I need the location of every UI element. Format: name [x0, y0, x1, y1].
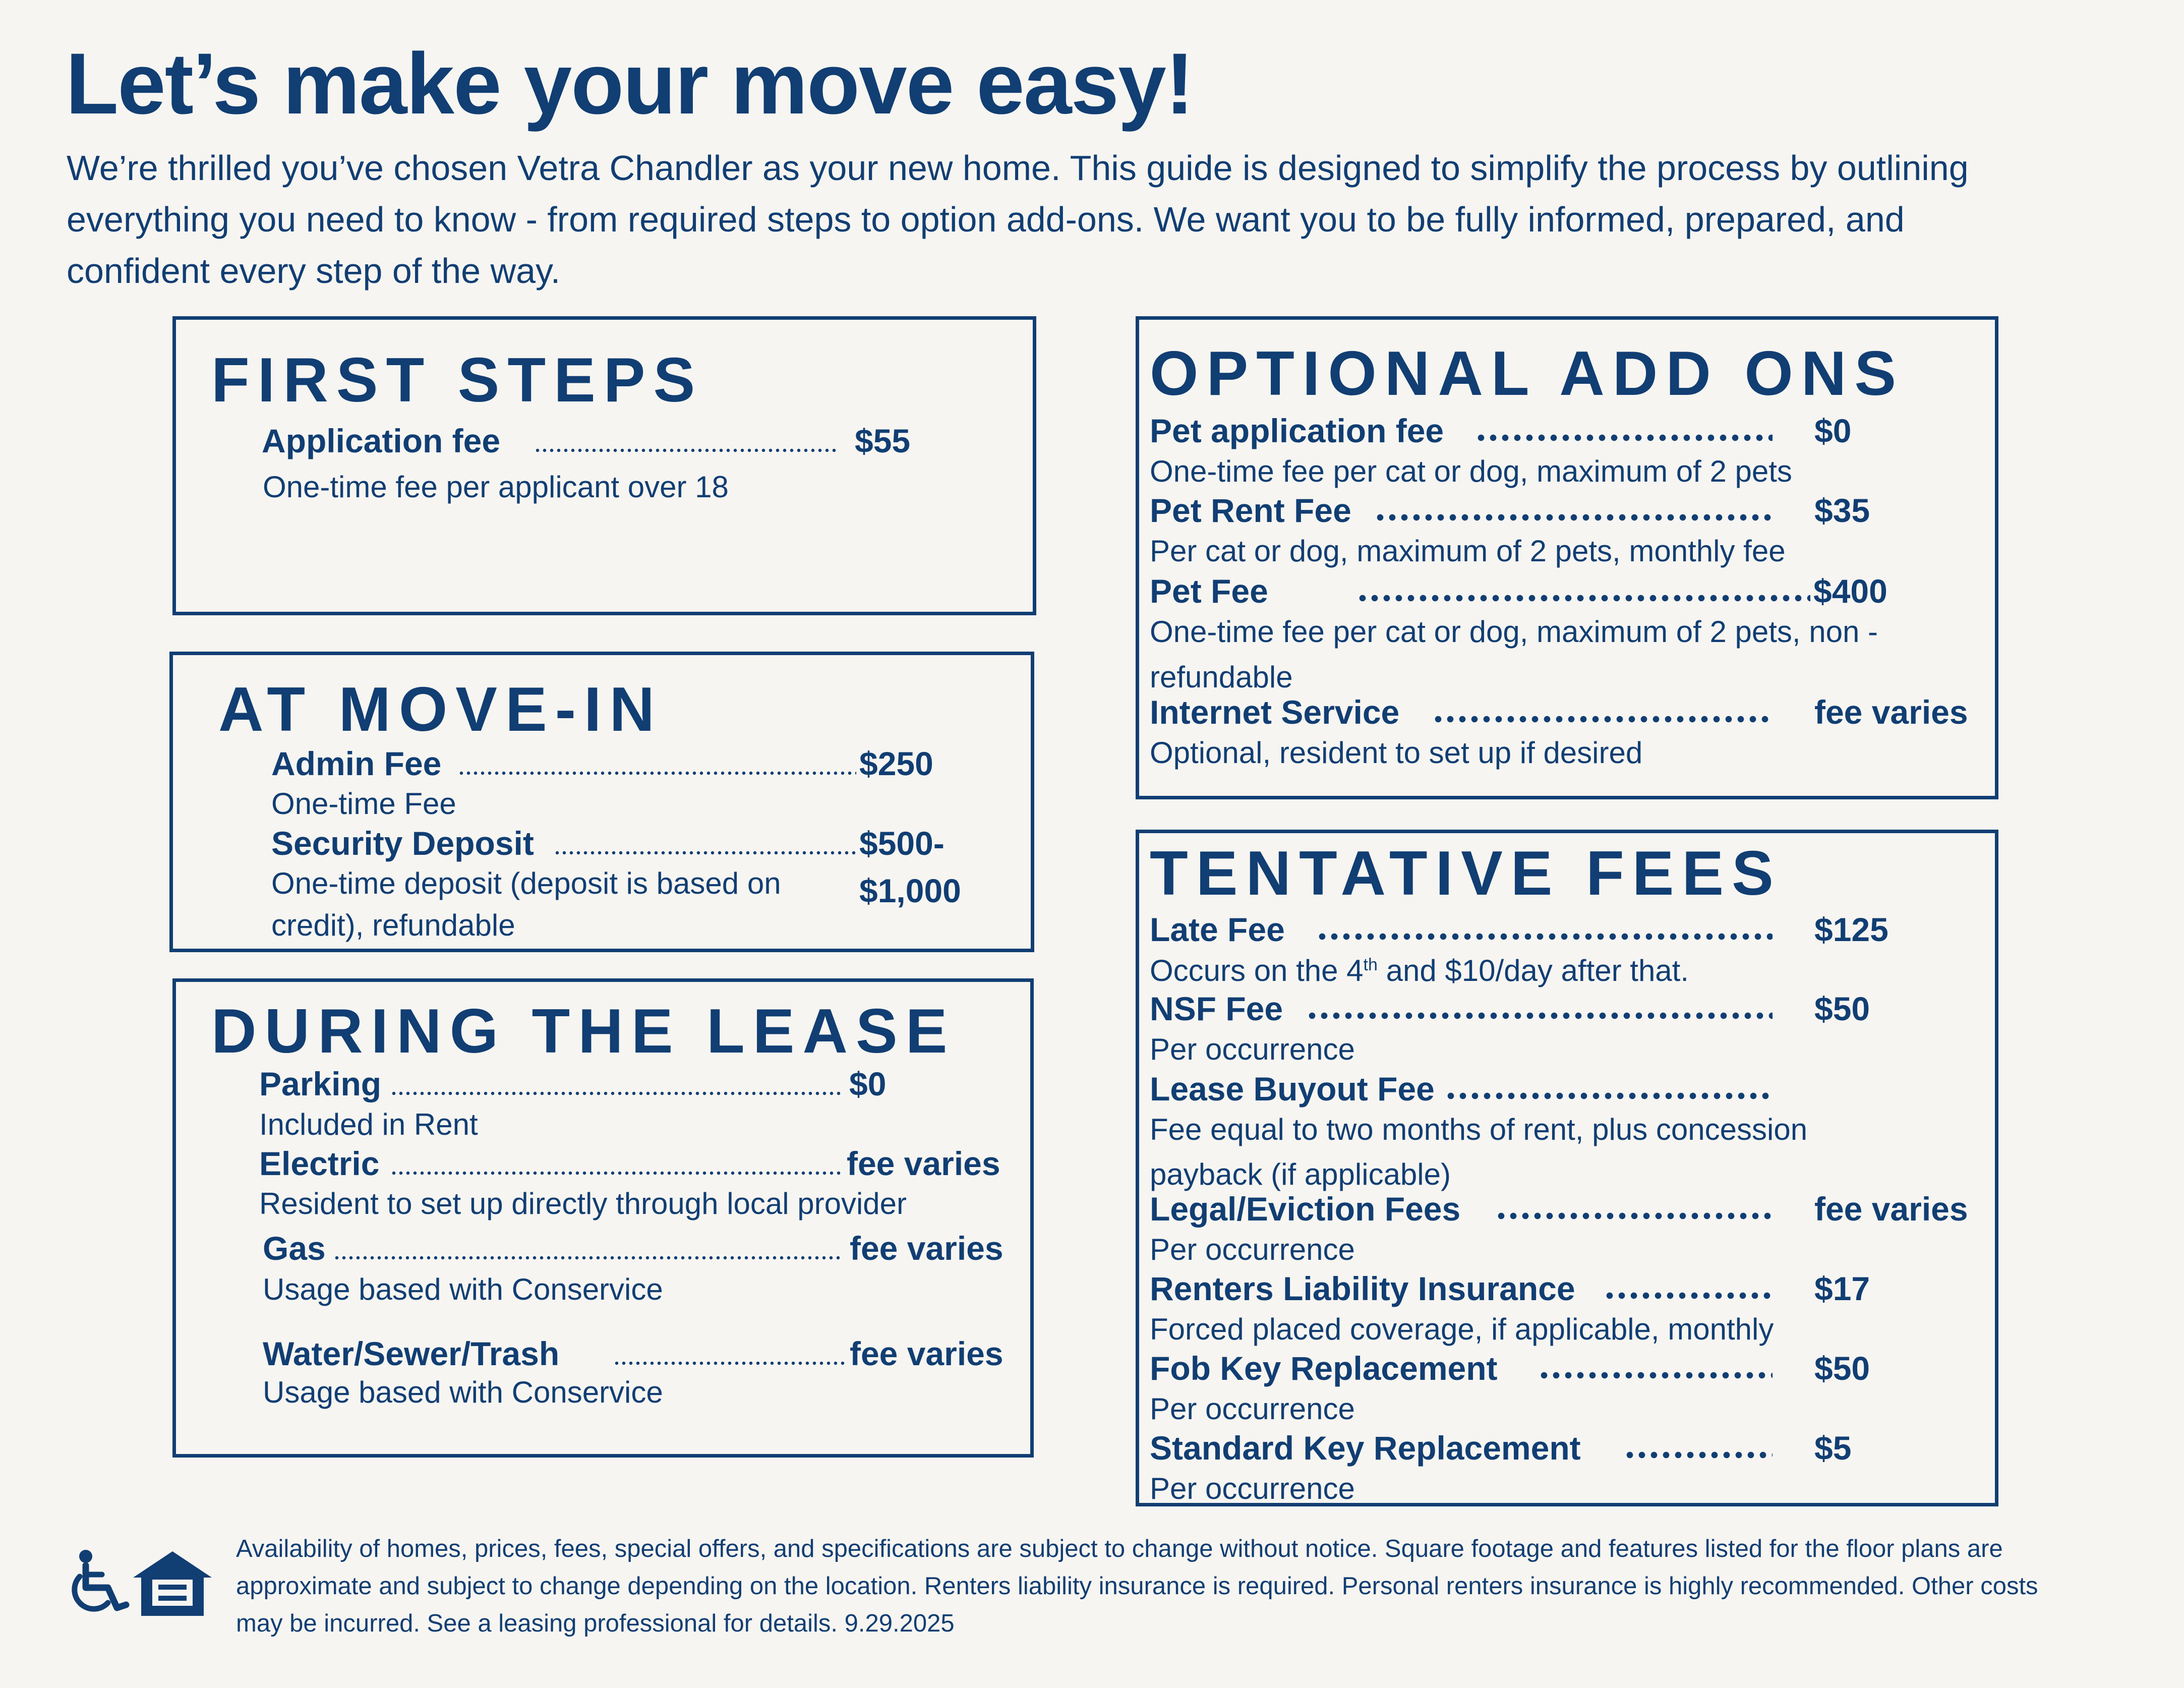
fee-price: fee varies [850, 1335, 1004, 1372]
fee-price: $35 [1814, 492, 1870, 529]
dot-leader [1432, 714, 1773, 724]
fee-description: Occurs on the 4th and $10/day after that. [1150, 954, 1689, 987]
dot-leader [613, 1360, 845, 1367]
tentative-fees-box [1136, 830, 1998, 1506]
fee-price: $5 [1814, 1429, 1852, 1467]
dot-leader [390, 1170, 842, 1177]
security-deposit-row [271, 823, 977, 863]
intro-text: We’re thrilled you’ve chosen Vetra Chandler as your new home. This guide is designed to simplify the process by outlining everything you need to know - from required steps to option add-ons. We want you to be fully informed, prepared, and confident every step of the way. [67, 148, 1969, 290]
pet-application-fee-row [1150, 411, 1997, 451]
tentative-title: TENTATIVE FEES [1150, 839, 1782, 908]
footer-disclaimer: Availability of homes, prices, fees, special offers, and specifications are subject to change without notice. Square footage and features listed for the floor plans are approximate and subject to change depending on the location. Renters liability insurance is required. Personal renters insurance is highly recommended. Other costs may be incurred. See a leasing professional for details. 9.29.2025 [236, 1535, 2038, 1637]
fee-price: $50 [1814, 990, 1870, 1027]
fee-price: fee varies [1814, 1190, 1968, 1228]
fee-description: Fee equal to two months of rent, plus concession [1150, 1113, 1808, 1146]
dot-leader [1624, 1450, 1773, 1460]
fee-description: Per occurrence [1150, 1472, 1355, 1505]
fee-description: One-time Fee [271, 787, 456, 821]
admin-fee-row [271, 743, 977, 784]
fee-label: NSF Fee [1150, 990, 1283, 1027]
move-in-box [169, 652, 1034, 952]
during-lease-title: DURING THE LEASE [211, 997, 956, 1066]
dot-leader [1445, 1091, 1773, 1101]
pet-rent-fee-row [1150, 490, 1997, 531]
dot-leader [1306, 1011, 1773, 1021]
fee-description: payback (if applicable) [1150, 1157, 1451, 1191]
fee-description: Per occurrence [1150, 1233, 1355, 1266]
gas-row [263, 1228, 1034, 1268]
dot-leader [1356, 593, 1810, 603]
fee-description: credit), refundable [271, 908, 515, 942]
fee-label: Pet Rent Fee [1150, 492, 1351, 529]
fee-label: Lease Buyout Fee [1150, 1070, 1435, 1108]
fee-price: $0 [1814, 412, 1852, 449]
fee-price: $400 [1813, 572, 1887, 610]
fee-label: Pet application fee [1150, 412, 1444, 449]
fee-price: $17 [1814, 1270, 1870, 1307]
pet-fee-row [1150, 571, 1997, 611]
renters-liability-insurance-row [1150, 1268, 1997, 1309]
accessibility-icon [65, 1548, 130, 1619]
fee-description: One-time deposit (deposit is based on [271, 866, 781, 900]
optional-add-ons-box [1136, 316, 1998, 799]
fee-price: $50 [1814, 1350, 1870, 1387]
dot-leader [1475, 433, 1773, 443]
fee-label: Pet Fee [1150, 572, 1268, 610]
optional-title: OPTIONAL ADD ONS [1150, 339, 1905, 409]
fee-label: Gas [263, 1230, 326, 1267]
fee-description: Optional, resident to set up if desired [1150, 736, 1643, 770]
water-sewer-trash-row [263, 1333, 1034, 1374]
legal-eviction-fees-row [1150, 1189, 1997, 1229]
dot-leader [1374, 512, 1773, 522]
fee-label: Application fee [262, 422, 501, 459]
page-title: Let’s make your move easy! [66, 35, 1194, 132]
fee-price: fee varies [850, 1230, 1004, 1267]
application-fee-row [262, 421, 917, 461]
dot-leader [333, 1254, 843, 1261]
dot-leader [1538, 1370, 1773, 1380]
fee-price: $500- [859, 825, 945, 862]
fee-label: Renters Liability Insurance [1150, 1270, 1575, 1307]
fee-description: One-time fee per cat or dog, maximum of 2 pets, non - [1150, 615, 1878, 649]
fee-description: Per cat or dog, maximum of 2 pets, monthly fee [1150, 534, 1786, 568]
fee-label: Security Deposit [271, 825, 534, 862]
dot-leader [554, 849, 856, 856]
dot-leader [458, 770, 856, 777]
fee-description: One-time fee per cat or dog, maximum of 2 pets [1150, 454, 1792, 488]
fee-label: Legal/Eviction Fees [1150, 1190, 1461, 1228]
fee-price: fee varies [1814, 693, 1968, 731]
fee-description: refundable [1150, 660, 1293, 694]
dot-leader [1316, 932, 1773, 942]
parking-row [259, 1064, 1016, 1104]
fee-description: Per occurrence [1150, 1032, 1355, 1066]
fee-description: Forced placed coverage, if applicable, monthly [1150, 1312, 1774, 1346]
fee-description: Usage based with Conservice [263, 1375, 663, 1409]
fee-description: Per occurrence [1150, 1392, 1355, 1426]
fee-description: Resident to set up directly through local provider [259, 1187, 907, 1220]
fee-price: $0 [849, 1065, 887, 1102]
first-steps-title: FIRST STEPS [211, 345, 703, 415]
fee-price: $55 [855, 422, 911, 459]
fee-label: Electric [259, 1145, 380, 1182]
fee-description: Included in Rent [259, 1108, 478, 1141]
internet-service-row [1150, 692, 1997, 732]
fee-description: One-time fee per applicant over 18 [263, 470, 729, 504]
fee-price: $250 [859, 745, 933, 782]
first-steps-box [172, 316, 1036, 615]
dot-leader [390, 1090, 842, 1097]
lease-buyout-fee-row [1150, 1069, 1997, 1109]
fee-label: Internet Service [1150, 693, 1400, 731]
fee-description: Usage based with Conservice [263, 1272, 663, 1306]
fee-label: Parking [259, 1065, 382, 1102]
fee-price-secondary: $1,000 [859, 872, 961, 909]
fee-label: Standard Key Replacement [1150, 1429, 1581, 1467]
electric-row [259, 1143, 1031, 1184]
during-lease-box [172, 978, 1034, 1458]
fee-label: Water/Sewer/Trash [263, 1335, 560, 1372]
dot-leader [1604, 1291, 1773, 1301]
fee-label: Admin Fee [271, 745, 442, 782]
dot-leader [1495, 1211, 1773, 1221]
equal-housing-icon [130, 1548, 215, 1619]
fee-label: Late Fee [1150, 911, 1285, 948]
late-fee-row [1150, 909, 1997, 950]
move-in-title: AT MOVE-IN [218, 675, 663, 744]
fee-price: $125 [1814, 911, 1888, 948]
fee-label: Fob Key Replacement [1150, 1350, 1498, 1387]
fob-key-replacement-row [1150, 1348, 1997, 1388]
dot-leader [534, 447, 839, 454]
fee-price: fee varies [847, 1145, 1000, 1182]
standard-key-replacement-row [1150, 1428, 1997, 1468]
nsf-fee-row [1150, 988, 1997, 1029]
